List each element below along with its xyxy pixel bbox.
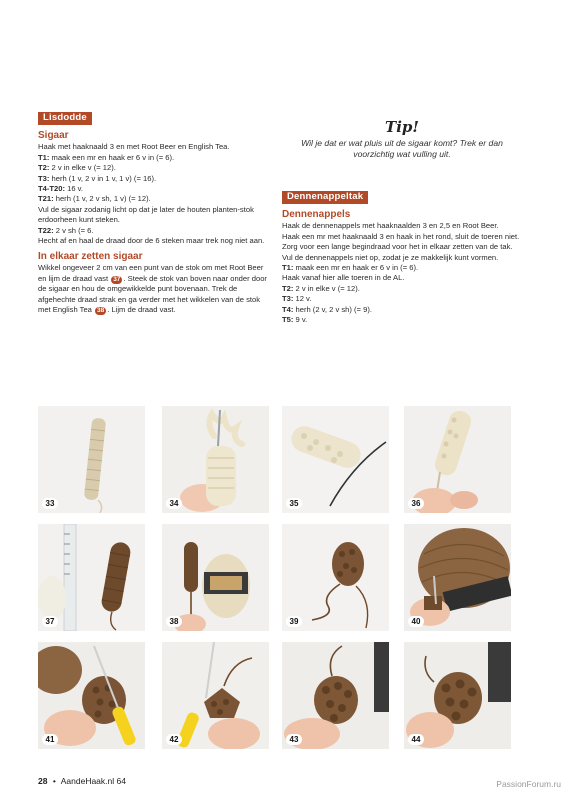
photo-number: 35 — [286, 498, 302, 509]
right-round-t5: T5: 9 v. — [282, 315, 308, 325]
photo-41 — [38, 642, 145, 749]
photo-34 — [162, 406, 269, 513]
finish-text: Hecht af en haal de draad door de 6 steken maar trek nog niet aan. — [38, 236, 265, 246]
round-t2: T2: 2 v in elke v (= 12). — [38, 163, 116, 173]
photo-number: 38 — [166, 616, 182, 627]
assembly-text: Wikkel ongeveer 2 cm van een punt van de stok om met Root Beer en lijm de draad vast 37 . Steek de stok van boven naar onder door de sigaar en hou de omgewikkelde punt bovenaan. Trek de afgehechte draad strak en ga verder met het wikkelen van de stok met English Tea 38 . Lijm de draad vast. — [38, 263, 267, 315]
al-text: Haak vanaf hier alle toeren in de AL. — [282, 273, 405, 283]
intro-text: Haak met haaknaald 3 en met Root Beer en English Tea. — [38, 142, 230, 152]
tip-title: Tip! — [385, 118, 419, 136]
photo-39 — [282, 524, 389, 631]
photo-number: 40 — [408, 616, 424, 627]
photo-37 — [38, 524, 145, 631]
photo-40 — [404, 524, 511, 631]
photo-number: 33 — [42, 498, 58, 509]
page-number: 28 — [38, 776, 48, 786]
right-round-t2: T2: 2 v in elke v (= 12). — [282, 283, 360, 293]
round-t21: T21: herh (1 v, 2 v sh, 1 v) (= 12). — [38, 194, 151, 204]
right-body: Haak een mr met haaknaald 3 en haak in het rond, sluit de toeren niet. Zorg voor een lange begindraad voor het in elkaar zetten van de tak. Vul de dennenappels niet op, zodat je ze makkelijk kunt vormen. — [282, 231, 520, 262]
photo-35 — [282, 406, 389, 513]
round-t1: T1: maak een mr en haak er 6 v in (= 6). — [38, 152, 175, 162]
photo-44 — [404, 642, 511, 749]
photo-number: 37 — [42, 616, 58, 627]
right-column — [282, 191, 522, 325]
photo-number: 43 — [286, 734, 302, 745]
photo-ref-badge: 37 — [113, 275, 121, 283]
photo-36 — [404, 406, 511, 513]
photo-number: 41 — [42, 734, 58, 745]
photo-number: 36 — [408, 498, 424, 509]
photo-number: 39 — [286, 616, 302, 627]
round-t22: T22: 2 v sh (= 6. — [38, 225, 94, 235]
fill-text: Vul de sigaar zodanig licht op dat je later de houten planten-stok erdoorheen kunt steken. — [38, 204, 254, 225]
right-round-t1: T1: maak een mr en haak er 6 v in (= 6). — [282, 263, 419, 273]
photo-33 — [38, 406, 145, 513]
photo-number: 34 — [166, 498, 182, 509]
photo-43 — [282, 642, 389, 749]
footer-bullet: • — [52, 776, 56, 786]
right-intro: Haak de dennenappels met haaknaalden 3 en 2,5 en Root Beer. — [282, 221, 499, 231]
tip-box — [284, 118, 520, 160]
photo-38 — [162, 524, 269, 631]
right-round-t4: T4: herh (2 v, 2 v sh) (= 9). — [282, 304, 372, 314]
right-round-t3: T3: 12 v. — [282, 294, 312, 304]
heading-dennenappels: Dennenappels — [282, 209, 351, 221]
photo-42 — [162, 642, 269, 749]
magazine-name: AandeHaak.nl 64 — [60, 776, 126, 786]
photo-number: 44 — [408, 734, 424, 745]
section-label-dennenappeltak: Dennenappeltak — [282, 191, 368, 204]
watermark: PassionForum.ru — [496, 779, 561, 789]
heading-assembly: In elkaar zetten sigaar — [38, 251, 143, 263]
round-t4-t20: T4-T20: 16 v. — [38, 184, 84, 194]
section-label-lisdodde: Lisdodde — [38, 112, 92, 125]
photo-ref-badge: 38 — [97, 307, 105, 315]
tip-text: Wil je dat er wat pluis uit de sigaar komt? Trek er dan voorzichtig wat vulling uit. — [301, 138, 503, 159]
round-t3: T3: herh (1 v, 2 v in 1 v, 1 v) (= 16). — [38, 173, 157, 183]
left-column — [38, 112, 270, 316]
heading-sigaar: Sigaar — [38, 130, 69, 142]
photo-number: 42 — [166, 734, 182, 745]
page-footer — [38, 776, 126, 786]
